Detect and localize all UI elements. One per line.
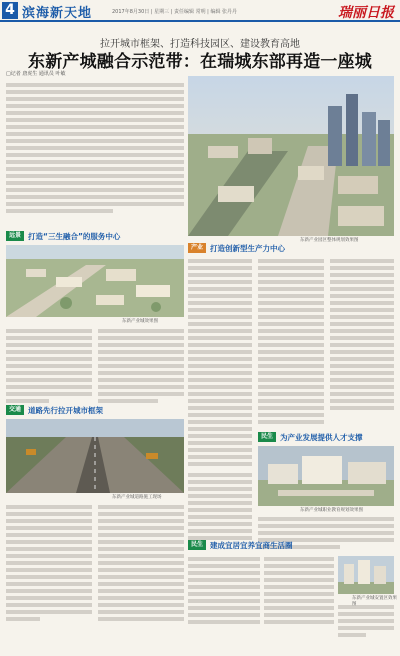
vocational-campus-rendering-image	[258, 446, 394, 506]
industry-text-col1	[188, 256, 252, 469]
residential-caption: 东新产业城安置区效果	[352, 596, 397, 601]
living-text-col3	[338, 602, 394, 640]
section-title: 建成宜居宜养宜商生活圈	[210, 540, 293, 550]
road-caption: 东新产业城道路施工现场	[112, 495, 162, 500]
lead-paragraphs	[6, 80, 184, 216]
newspaper-logo: 瑞丽日报	[338, 5, 394, 21]
campus-caption: 东新产业城职业教育规划效果图	[300, 508, 363, 513]
section-tag: 远景	[6, 231, 24, 241]
section-title: 打造“三生融合”的服务中心	[28, 231, 121, 241]
edition-meta: 2017年8月30日 | 星期三 | 责任编辑 常明 | 编辑 张丹丹	[112, 9, 238, 15]
industry-text-col3	[330, 256, 394, 413]
residential-rendering-image	[338, 556, 394, 594]
section-living-header	[188, 540, 293, 550]
industrial-city-rendering-image	[6, 245, 184, 317]
section-vision-header	[6, 231, 120, 241]
section-talent-header	[258, 432, 363, 442]
section-tag: 民生	[188, 540, 206, 550]
road-construction-photo	[6, 419, 184, 493]
section-tag: 民生	[258, 432, 276, 442]
vision-text-col1	[6, 326, 92, 406]
page-header	[0, 0, 400, 22]
section-tag: 产业	[188, 243, 206, 253]
section-title: 道路先行拉开城市框架	[28, 405, 104, 415]
article-headline: 东新产城融合示范带：在瑞城东部再造一座城	[28, 52, 372, 72]
hero-caption: 东新产业园区整体规划效果图	[300, 238, 359, 243]
hero-rendering-image	[188, 76, 394, 236]
article-kicker: 拉开城市框架、打造科技园区、建设教育高地	[100, 39, 300, 50]
area1-caption: 东新产业城效果图	[122, 319, 158, 324]
living-text-col2	[264, 554, 334, 627]
section-title: 打造创新型生产力中心	[210, 243, 286, 253]
industry-text-col2	[258, 256, 324, 427]
section-title: 为产业发展提供人才支撑	[280, 432, 363, 442]
section-transport-header	[6, 405, 103, 415]
living-text-col1	[188, 554, 260, 627]
transport-text-col2	[98, 502, 184, 624]
transport-text-col1	[6, 502, 92, 624]
section-industry-header	[188, 243, 285, 253]
section-tag: 交通	[6, 405, 24, 415]
article-byline: □记者 唐虎生 通讯员 叶敏	[6, 71, 66, 77]
page-number: 4	[2, 2, 18, 19]
talent-text-col1	[188, 470, 252, 543]
section-name: 滨海新天地	[22, 6, 93, 21]
vision-text-col2	[98, 326, 184, 406]
